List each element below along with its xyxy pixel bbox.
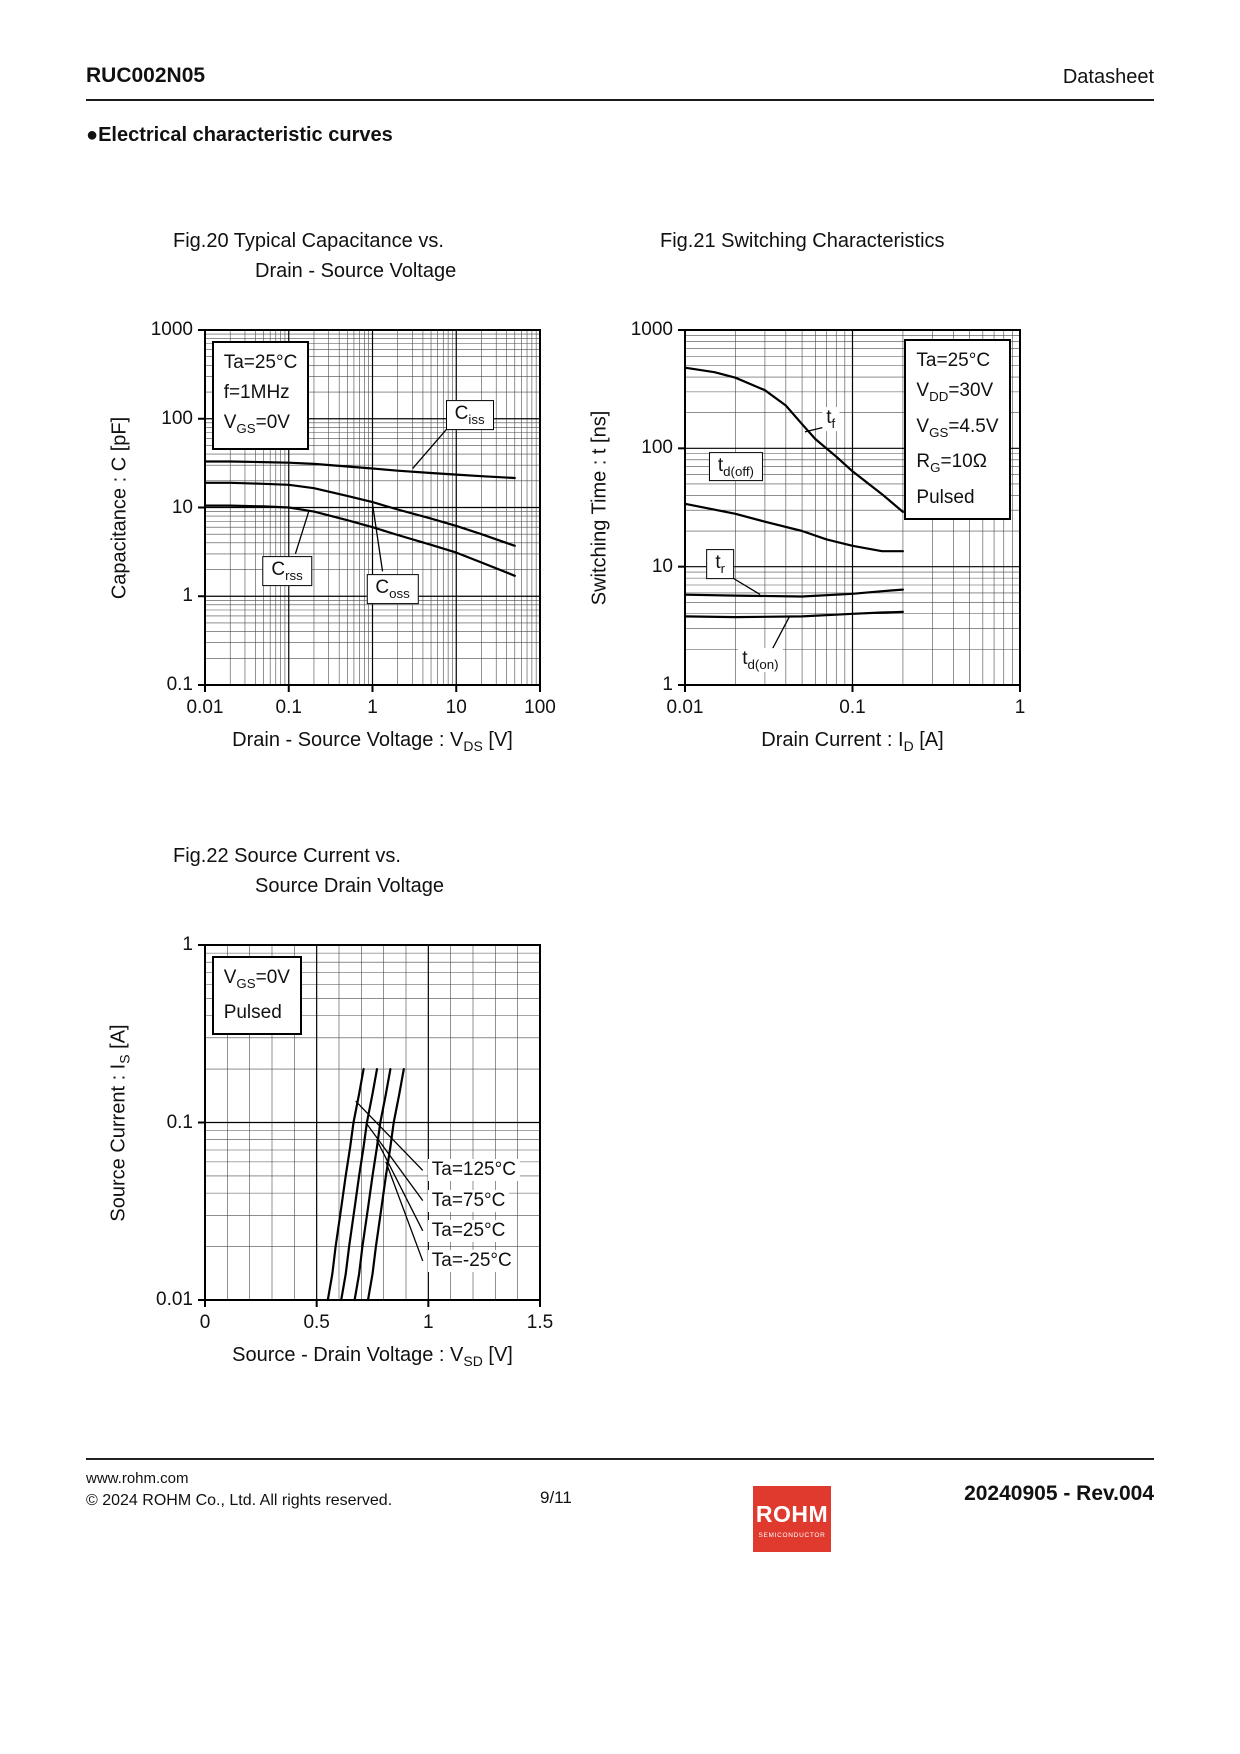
rohm-logo-text: ROHM (755, 1501, 829, 1527)
footer-copyright: © 2024 ROHM Co., Ltd. All rights reserved. (86, 1492, 393, 1509)
condition-line: Ta=25°C (916, 349, 991, 371)
curve-label: $C_{oss}$ (366, 574, 418, 604)
x-tick-label: 0.01 (186, 697, 224, 718)
condition-line: $V_{DD}=30V$ (916, 379, 994, 404)
fig22-title-line2: Source Drain Voltage (255, 875, 445, 897)
curve-Coss (205, 483, 515, 546)
y-tick-label: 100 (161, 407, 193, 429)
curve-label: $t_{d(off)}$ (709, 452, 763, 482)
section-title (86, 124, 393, 147)
x-tick-label: 1 (1014, 697, 1026, 718)
y-tick-label: 0.1 (166, 674, 193, 695)
conditions-box (212, 341, 310, 451)
y-axis-title: Capacitance : C [pF] (108, 416, 131, 599)
curve-tf (685, 368, 903, 512)
fig21-title-line1: Fig.21 Switching Characteristics (660, 230, 945, 252)
fig20-title-line2: Drain - Source Voltage (255, 260, 457, 282)
footer-website: www.rohm.com (86, 1470, 189, 1487)
fig21-title (660, 226, 945, 256)
rohm-logo-subtext: SEMICONDUCTOR (758, 1532, 826, 1539)
header-rule (86, 99, 1154, 101)
y-axis-title: Source Current : $I_S$ [A] (107, 1023, 133, 1222)
page-number: 9/11 (540, 1488, 572, 1507)
condition-line: Pulsed (223, 1002, 282, 1024)
y-axis-title: Switching Time : t [ns] (588, 410, 611, 605)
curve-label: Ta=25°C (428, 1220, 510, 1242)
x-tick-label: 1 (367, 697, 378, 718)
switching-characteristics-chart (566, 300, 1086, 770)
curve-label: Ta=-25°C (428, 1250, 516, 1272)
leader-line (386, 1162, 423, 1261)
y-tick-label: 10 (651, 555, 673, 577)
y-tick-label: 10 (171, 496, 193, 518)
curve-label: $C_{iss}$ (446, 400, 494, 430)
rohm-logo (753, 1486, 831, 1552)
curve-label: Ta=125°C (428, 1159, 520, 1181)
part-number: RUC002N05 (86, 64, 206, 87)
fig22-title-line1: Fig.22 Source Current vs. (173, 845, 401, 867)
x-tick-label: 100 (524, 697, 556, 718)
curve-Ciss (205, 462, 515, 479)
fig20-title (173, 226, 456, 286)
y-tick-label: 0.01 (156, 1289, 193, 1310)
curve-td_off (685, 504, 903, 551)
x-axis-title: Source - Drain Voltage : $V_{SD}$ [V] (232, 1344, 513, 1369)
leader-line (734, 579, 760, 595)
y-tick-label: 0.1 (166, 1111, 193, 1133)
curve-label: $C_{rss}$ (262, 556, 311, 586)
x-tick-label: 1 (423, 1312, 434, 1333)
y-tick-label: 1 (182, 585, 193, 607)
condition-line: $V_{GS}=4.5V$ (916, 415, 999, 440)
x-tick-label: 0.01 (666, 697, 704, 718)
conditions-box (212, 956, 302, 1036)
condition-line: f=1MHz (223, 381, 290, 403)
footer-rule (86, 1458, 1154, 1460)
x-tick-label: 0.5 (303, 1312, 330, 1333)
x-tick-label: 0.1 (275, 697, 302, 718)
curve-label: $t_r$ (706, 549, 734, 579)
section-title-text: Electrical characteristic curves (98, 124, 393, 146)
revision-label: 20240905 - Rev.004 (964, 1482, 1154, 1505)
conditions-box (904, 339, 1010, 520)
condition-line: Ta=25°C (223, 351, 298, 373)
x-axis-title: Drain Current : $I_D$ [A] (761, 729, 944, 754)
curve-label: $t_f$ (822, 407, 839, 431)
y-tick-label: 1000 (150, 319, 193, 340)
y-tick-label: 100 (641, 437, 673, 459)
capacitance-vs-vds-chart (86, 300, 606, 770)
section-bullet: ● (86, 124, 99, 146)
source-current-vs-vsd-chart (86, 915, 606, 1385)
y-tick-label: 1000 (630, 319, 673, 340)
leader-line (772, 616, 790, 650)
x-tick-label: 0 (199, 1312, 211, 1333)
fig20-title-line1: Fig.20 Typical Capacitance vs. (173, 230, 444, 252)
curve-TaM25 (368, 1069, 404, 1300)
x-tick-label: 0.1 (839, 697, 866, 718)
curve-label: $t_{d(on)}$ (738, 648, 782, 672)
x-axis-title: Drain - Source Voltage : $V_{DS}$ [V] (232, 729, 513, 754)
fig22-title (173, 841, 444, 901)
x-tick-label: 1.5 (526, 1312, 554, 1333)
leader-line (295, 511, 308, 554)
leader-line (373, 504, 383, 571)
doc-type-label: Datasheet (1062, 66, 1154, 88)
condition-line: $V_{GS}=0V$ (223, 966, 290, 991)
y-tick-label: 1 (662, 674, 673, 695)
condition-line: $V_{GS}=0V$ (223, 411, 290, 436)
x-tick-label: 10 (445, 697, 467, 718)
condition-line: $R_G=10\Omega$ (916, 451, 987, 476)
y-tick-label: 1 (182, 934, 193, 955)
condition-line: Pulsed (916, 487, 975, 509)
curve-td_on (685, 612, 903, 617)
curve-label: Ta=75°C (428, 1190, 510, 1212)
